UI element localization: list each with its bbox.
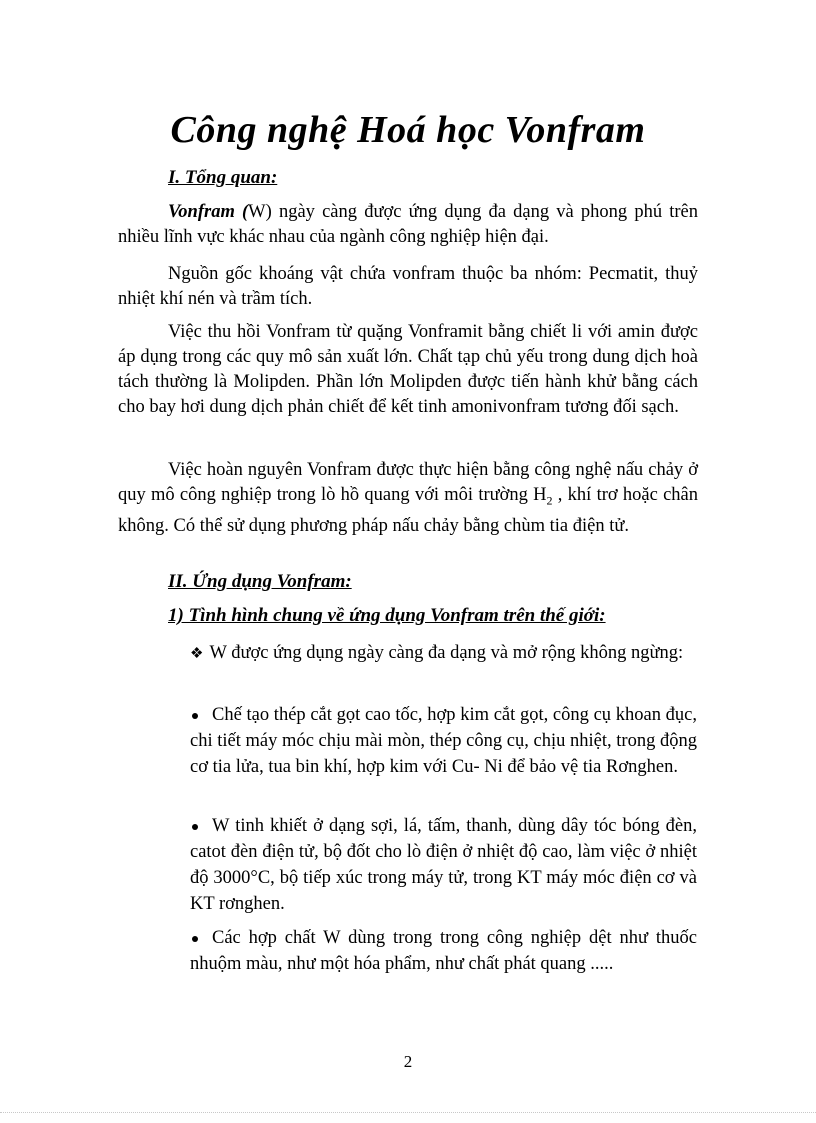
bullet-item-1-text: Chế tạo thép cắt gọt cao tốc, hợp kim cắt gọt, công cụ khoan đục, chi tiết máy móc chịu mài mòn, thép công cụ, chịu nhiệt, trong động cơ tia lửa, tua bin khí, hợp kim với Cu- Ni để bảo vệ tia Rơnghen. <box>190 705 697 777</box>
section-heading-overview: I. Tổng quan: <box>168 167 278 188</box>
bullet-item-3-text: Các hợp chất W dùng trong trong công nghiệp dệt như thuốc nhuộm màu, như một hóa phẩm, như chất phát quang ..... <box>190 928 697 974</box>
paragraph-intro-text: W) ngày càng được ứng dụng đa dạng và phong phú trên nhiều lĩnh vực khác nhau của ngành công nghiệp hiện đại. <box>118 202 698 247</box>
subscript-two: 2 <box>546 493 553 508</box>
paragraph-reduction-text-a: Việc hoàn nguyên Vonfram được thực hiện bằng công nghệ nấu chảy ở quy mô công nghiệp trong lò hồ quang với môi trường H <box>118 460 698 505</box>
paragraph-reduction-text-b: , khí trơ hoặc chân không. Có thể sử dụng phương pháp nấu chảy bằng chùm tia điện tử. <box>118 485 698 536</box>
bullet-dot-icon <box>192 713 198 719</box>
page-number: 2 <box>403 1052 413 1071</box>
footer-divider <box>0 1112 816 1113</box>
lead-list-item-text: W được ứng dụng ngày càng đa dạng và mở rộng không ngừng: <box>209 643 684 663</box>
bullet-item-2 <box>190 813 697 917</box>
subsection-heading-world: 1) Tình hình chung về ứng dụng Vonfram trên thế giới: <box>168 605 606 626</box>
document-title: Công nghệ Hoá học Vonfram <box>170 109 646 151</box>
paragraph-intro-emphasis: Vonfram ( <box>168 202 249 222</box>
paragraph-recovery: Việc thu hồi Vonfram từ quặng Vonframit bằng chiết li với amin được áp dụng trong các quy mô sản xuất lớn. Chất tạp chủ yếu trong dung dịch hoà tách thường là Molipden. Phần lớn Molipden được tiến hành khử bằng cách cho bay hơi dung dịch phản chiết để kết tinh amonivonfram tương đối sạch. <box>118 322 698 417</box>
bullet-dot-icon <box>192 824 198 830</box>
paragraph-origin: Nguồn gốc khoáng vật chứa vonfram thuộc ba nhóm: Pecmatit, thuỷ nhiệt khí nén và trầm tích. <box>118 264 698 309</box>
bullet-dot-icon <box>192 936 198 942</box>
diamond-bullet-icon: ❖ <box>190 646 204 662</box>
bullet-item-3 <box>190 925 697 977</box>
bullet-item-2-text: W tinh khiết ở dạng sợi, lá, tấm, thanh, dùng dây tóc bóng đèn, catot đèn điện tử, bộ đốt cho lò điện ở nhiệt độ cao, làm việc ở nhiệt độ 3000°C, bộ tiếp xúc trong máy tử, trong KT máy móc điện cơ và KT rơnghen. <box>190 816 697 914</box>
paragraph-intro <box>118 200 698 250</box>
section-heading-applications: II. Ứng dụng Vonfram: <box>168 571 352 592</box>
paragraph-reduction <box>118 458 698 539</box>
lead-list-item <box>190 640 697 667</box>
bullet-item-1 <box>190 702 697 780</box>
